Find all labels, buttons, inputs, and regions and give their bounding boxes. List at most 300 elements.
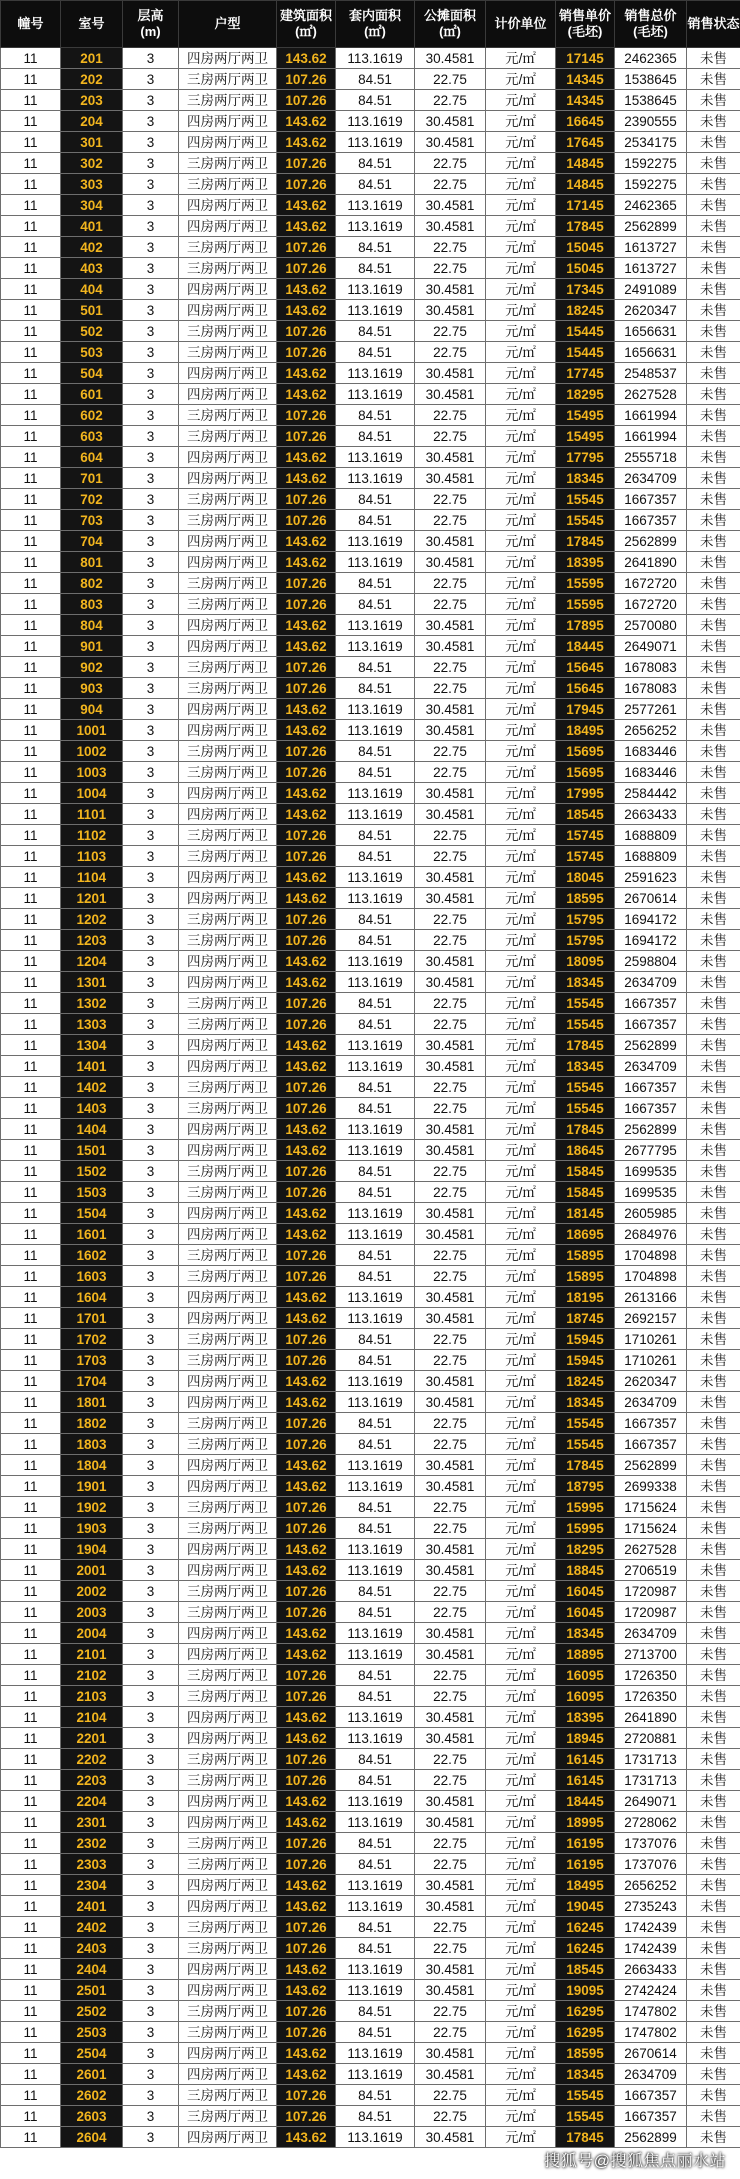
cell-total-price: 2555718 xyxy=(615,447,687,468)
cell-gross-area: 143.62 xyxy=(277,1308,336,1329)
cell-layout: 四房两厅两卫 xyxy=(179,867,277,888)
cell-floor-height: 3 xyxy=(123,2001,179,2022)
cell-room-no: 804 xyxy=(61,615,123,636)
cell-floor-height: 3 xyxy=(123,909,179,930)
cell-price-unit: 元/㎡ xyxy=(486,2085,556,2106)
cell-price-unit: 元/㎡ xyxy=(486,804,556,825)
cell-room-no: 1602 xyxy=(61,1245,123,1266)
cell-unit-price: 18495 xyxy=(556,720,615,741)
header-building-no: 幢号 xyxy=(1,1,61,48)
cell-total-price: 1726350 xyxy=(615,1665,687,1686)
cell-shared-area: 22.75 xyxy=(415,657,486,678)
table-row xyxy=(1,636,740,657)
table-row xyxy=(1,1329,740,1350)
table-row xyxy=(1,216,740,237)
cell-inner-area: 84.51 xyxy=(336,489,415,510)
cell-total-price: 1667357 xyxy=(615,1434,687,1455)
cell-sale-status: 未售 xyxy=(687,678,740,699)
table-row xyxy=(1,384,740,405)
cell-room-no: 801 xyxy=(61,552,123,573)
cell-price-unit: 元/㎡ xyxy=(486,657,556,678)
cell-total-price: 1694172 xyxy=(615,930,687,951)
cell-unit-price: 18045 xyxy=(556,867,615,888)
cell-layout: 三房两厅两卫 xyxy=(179,1581,277,1602)
cell-room-no: 1204 xyxy=(61,951,123,972)
table-row xyxy=(1,1119,740,1140)
cell-total-price: 1672720 xyxy=(615,594,687,615)
cell-sale-status: 未售 xyxy=(687,615,740,636)
cell-sale-status: 未售 xyxy=(687,1560,740,1581)
table-row xyxy=(1,2127,740,2148)
cell-layout: 四房两厅两卫 xyxy=(179,1035,277,1056)
cell-room-no: 404 xyxy=(61,279,123,300)
cell-room-no: 303 xyxy=(61,174,123,195)
cell-inner-area: 113.1619 xyxy=(336,111,415,132)
cell-inner-area: 84.51 xyxy=(336,1098,415,1119)
cell-unit-price: 15845 xyxy=(556,1182,615,1203)
cell-layout: 三房两厅两卫 xyxy=(179,2085,277,2106)
cell-price-unit: 元/㎡ xyxy=(486,405,556,426)
table-row xyxy=(1,1140,740,1161)
cell-shared-area: 22.75 xyxy=(415,1749,486,1770)
cell-layout: 四房两厅两卫 xyxy=(179,1392,277,1413)
cell-floor-height: 3 xyxy=(123,1854,179,1875)
cell-layout: 四房两厅两卫 xyxy=(179,384,277,405)
cell-floor-height: 3 xyxy=(123,1581,179,1602)
cell-layout: 四房两厅两卫 xyxy=(179,1707,277,1728)
cell-total-price: 2728062 xyxy=(615,1812,687,1833)
cell-sale-status: 未售 xyxy=(687,447,740,468)
header-inner-area: 套内面积 (㎡) xyxy=(336,1,415,48)
cell-floor-height: 3 xyxy=(123,2022,179,2043)
cell-sale-status: 未售 xyxy=(687,1350,740,1371)
cell-layout: 三房两厅两卫 xyxy=(179,1077,277,1098)
cell-sale-status: 未售 xyxy=(687,1917,740,1938)
table-row xyxy=(1,699,740,720)
cell-floor-height: 3 xyxy=(123,1098,179,1119)
table-row xyxy=(1,405,740,426)
cell-layout: 四房两厅两卫 xyxy=(179,216,277,237)
cell-floor-height: 3 xyxy=(123,720,179,741)
cell-layout: 四房两厅两卫 xyxy=(179,1623,277,1644)
cell-shared-area: 22.75 xyxy=(415,594,486,615)
cell-price-unit: 元/㎡ xyxy=(486,1896,556,1917)
cell-floor-height: 3 xyxy=(123,426,179,447)
cell-sale-status: 未售 xyxy=(687,153,740,174)
cell-building-no: 11 xyxy=(1,1686,61,1707)
cell-shared-area: 22.75 xyxy=(415,69,486,90)
cell-price-unit: 元/㎡ xyxy=(486,1413,556,1434)
cell-gross-area: 107.26 xyxy=(277,405,336,426)
cell-price-unit: 元/㎡ xyxy=(486,1623,556,1644)
cell-unit-price: 15445 xyxy=(556,321,615,342)
cell-gross-area: 107.26 xyxy=(277,2085,336,2106)
cell-total-price: 2641890 xyxy=(615,1707,687,1728)
cell-gross-area: 107.26 xyxy=(277,1581,336,1602)
cell-sale-status: 未售 xyxy=(687,699,740,720)
table-row xyxy=(1,741,740,762)
cell-inner-area: 113.1619 xyxy=(336,1476,415,1497)
cell-total-price: 2706519 xyxy=(615,1560,687,1581)
cell-building-no: 11 xyxy=(1,1728,61,1749)
cell-shared-area: 30.4581 xyxy=(415,1644,486,1665)
table-row xyxy=(1,1959,740,1980)
cell-inner-area: 84.51 xyxy=(336,69,415,90)
cell-total-price: 1656631 xyxy=(615,342,687,363)
cell-room-no: 1103 xyxy=(61,846,123,867)
cell-unit-price: 18545 xyxy=(556,804,615,825)
cell-gross-area: 143.62 xyxy=(277,1056,336,1077)
cell-floor-height: 3 xyxy=(123,1224,179,1245)
cell-sale-status: 未售 xyxy=(687,1959,740,1980)
cell-gross-area: 107.26 xyxy=(277,846,336,867)
cell-floor-height: 3 xyxy=(123,447,179,468)
cell-price-unit: 元/㎡ xyxy=(486,1077,556,1098)
cell-price-unit: 元/㎡ xyxy=(486,951,556,972)
cell-sale-status: 未售 xyxy=(687,2022,740,2043)
cell-floor-height: 3 xyxy=(123,1371,179,1392)
cell-gross-area: 143.62 xyxy=(277,2043,336,2064)
cell-total-price: 2462365 xyxy=(615,195,687,216)
cell-gross-area: 107.26 xyxy=(277,1518,336,1539)
cell-layout: 三房两厅两卫 xyxy=(179,69,277,90)
table-row xyxy=(1,1749,740,1770)
cell-floor-height: 3 xyxy=(123,1182,179,1203)
cell-price-unit: 元/㎡ xyxy=(486,783,556,804)
cell-inner-area: 113.1619 xyxy=(336,1539,415,1560)
table-row xyxy=(1,552,740,573)
cell-price-unit: 元/㎡ xyxy=(486,699,556,720)
cell-building-no: 11 xyxy=(1,552,61,573)
cell-unit-price: 17145 xyxy=(556,48,615,69)
cell-room-no: 1503 xyxy=(61,1182,123,1203)
cell-building-no: 11 xyxy=(1,573,61,594)
cell-total-price: 1661994 xyxy=(615,426,687,447)
cell-room-no: 2601 xyxy=(61,2064,123,2085)
cell-inner-area: 84.51 xyxy=(336,1161,415,1182)
table-row xyxy=(1,1623,740,1644)
cell-gross-area: 107.26 xyxy=(277,510,336,531)
cell-floor-height: 3 xyxy=(123,804,179,825)
cell-total-price: 2562899 xyxy=(615,1455,687,1476)
cell-floor-height: 3 xyxy=(123,321,179,342)
cell-floor-height: 3 xyxy=(123,132,179,153)
table-row xyxy=(1,468,740,489)
cell-shared-area: 22.75 xyxy=(415,1161,486,1182)
cell-price-unit: 元/㎡ xyxy=(486,2043,556,2064)
cell-building-no: 11 xyxy=(1,1098,61,1119)
cell-floor-height: 3 xyxy=(123,531,179,552)
cell-room-no: 2104 xyxy=(61,1707,123,1728)
cell-unit-price: 19045 xyxy=(556,1896,615,1917)
cell-sale-status: 未售 xyxy=(687,1770,740,1791)
cell-floor-height: 3 xyxy=(123,783,179,804)
cell-price-unit: 元/㎡ xyxy=(486,1686,556,1707)
cell-price-unit: 元/㎡ xyxy=(486,447,556,468)
cell-building-no: 11 xyxy=(1,90,61,111)
cell-gross-area: 143.62 xyxy=(277,1644,336,1665)
cell-inner-area: 113.1619 xyxy=(336,363,415,384)
cell-gross-area: 143.62 xyxy=(277,1959,336,1980)
cell-sale-status: 未售 xyxy=(687,1980,740,2001)
cell-gross-area: 143.62 xyxy=(277,783,336,804)
cell-inner-area: 84.51 xyxy=(336,1077,415,1098)
cell-sale-status: 未售 xyxy=(687,2127,740,2148)
cell-unit-price: 15995 xyxy=(556,1518,615,1539)
cell-price-unit: 元/㎡ xyxy=(486,2001,556,2022)
cell-gross-area: 107.26 xyxy=(277,1602,336,1623)
cell-room-no: 504 xyxy=(61,363,123,384)
cell-sale-status: 未售 xyxy=(687,867,740,888)
cell-shared-area: 30.4581 xyxy=(415,1728,486,1749)
cell-sale-status: 未售 xyxy=(687,1833,740,1854)
cell-layout: 四房两厅两卫 xyxy=(179,1560,277,1581)
cell-total-price: 1726350 xyxy=(615,1686,687,1707)
cell-price-unit: 元/㎡ xyxy=(486,1350,556,1371)
cell-building-no: 11 xyxy=(1,1791,61,1812)
cell-price-unit: 元/㎡ xyxy=(486,1245,556,1266)
cell-unit-price: 15545 xyxy=(556,1434,615,1455)
cell-gross-area: 107.26 xyxy=(277,993,336,1014)
cell-building-no: 11 xyxy=(1,363,61,384)
cell-unit-price: 14345 xyxy=(556,90,615,111)
cell-floor-height: 3 xyxy=(123,867,179,888)
cell-layout: 四房两厅两卫 xyxy=(179,300,277,321)
cell-price-unit: 元/㎡ xyxy=(486,615,556,636)
cell-gross-area: 107.26 xyxy=(277,657,336,678)
table-row xyxy=(1,867,740,888)
table-row xyxy=(1,1875,740,1896)
cell-price-unit: 元/㎡ xyxy=(486,1539,556,1560)
cell-total-price: 1672720 xyxy=(615,573,687,594)
cell-shared-area: 30.4581 xyxy=(415,1875,486,1896)
cell-floor-height: 3 xyxy=(123,2064,179,2085)
cell-inner-area: 84.51 xyxy=(336,153,415,174)
cell-sale-status: 未售 xyxy=(687,300,740,321)
cell-layout: 三房两厅两卫 xyxy=(179,1098,277,1119)
cell-floor-height: 3 xyxy=(123,846,179,867)
cell-building-no: 11 xyxy=(1,468,61,489)
cell-room-no: 901 xyxy=(61,636,123,657)
cell-shared-area: 22.75 xyxy=(415,1350,486,1371)
cell-inner-area: 113.1619 xyxy=(336,1707,415,1728)
cell-sale-status: 未售 xyxy=(687,1203,740,1224)
table-row xyxy=(1,909,740,930)
cell-shared-area: 22.75 xyxy=(415,1245,486,1266)
table-row xyxy=(1,1014,740,1035)
cell-room-no: 1404 xyxy=(61,1119,123,1140)
cell-layout: 三房两厅两卫 xyxy=(179,510,277,531)
cell-price-unit: 元/㎡ xyxy=(486,1980,556,2001)
cell-layout: 三房两厅两卫 xyxy=(179,741,277,762)
cell-building-no: 11 xyxy=(1,1308,61,1329)
cell-unit-price: 16095 xyxy=(556,1665,615,1686)
table-row xyxy=(1,489,740,510)
cell-shared-area: 22.75 xyxy=(415,405,486,426)
cell-unit-price: 17845 xyxy=(556,1455,615,1476)
cell-floor-height: 3 xyxy=(123,1938,179,1959)
table-row xyxy=(1,321,740,342)
cell-gross-area: 107.26 xyxy=(277,426,336,447)
cell-total-price: 1667357 xyxy=(615,993,687,1014)
cell-total-price: 2620347 xyxy=(615,300,687,321)
cell-inner-area: 113.1619 xyxy=(336,1875,415,1896)
cell-sale-status: 未售 xyxy=(687,594,740,615)
cell-total-price: 2562899 xyxy=(615,1119,687,1140)
cell-building-no: 11 xyxy=(1,132,61,153)
cell-gross-area: 107.26 xyxy=(277,258,336,279)
cell-building-no: 11 xyxy=(1,405,61,426)
cell-total-price: 2663433 xyxy=(615,1959,687,1980)
cell-inner-area: 113.1619 xyxy=(336,1308,415,1329)
cell-building-no: 11 xyxy=(1,426,61,447)
cell-unit-price: 18395 xyxy=(556,552,615,573)
cell-shared-area: 22.75 xyxy=(415,1602,486,1623)
cell-sale-status: 未售 xyxy=(687,258,740,279)
cell-gross-area: 107.26 xyxy=(277,1917,336,1938)
cell-shared-area: 22.75 xyxy=(415,2001,486,2022)
cell-sale-status: 未售 xyxy=(687,762,740,783)
cell-shared-area: 30.4581 xyxy=(415,1455,486,1476)
cell-shared-area: 30.4581 xyxy=(415,195,486,216)
cell-total-price: 1592275 xyxy=(615,153,687,174)
cell-building-no: 11 xyxy=(1,783,61,804)
cell-floor-height: 3 xyxy=(123,1749,179,1770)
table-row xyxy=(1,1917,740,1938)
cell-layout: 四房两厅两卫 xyxy=(179,1140,277,1161)
cell-shared-area: 22.75 xyxy=(415,1686,486,1707)
cell-layout: 四房两厅两卫 xyxy=(179,195,277,216)
cell-price-unit: 元/㎡ xyxy=(486,2127,556,2148)
cell-price-unit: 元/㎡ xyxy=(486,1098,556,1119)
cell-layout: 三房两厅两卫 xyxy=(179,237,277,258)
cell-floor-height: 3 xyxy=(123,489,179,510)
cell-shared-area: 22.75 xyxy=(415,1014,486,1035)
cell-floor-height: 3 xyxy=(123,1518,179,1539)
cell-total-price: 1731713 xyxy=(615,1749,687,1770)
cell-unit-price: 14845 xyxy=(556,153,615,174)
table-row xyxy=(1,1035,740,1056)
cell-layout: 四房两厅两卫 xyxy=(179,1056,277,1077)
cell-inner-area: 113.1619 xyxy=(336,216,415,237)
cell-layout: 三房两厅两卫 xyxy=(179,90,277,111)
cell-room-no: 1704 xyxy=(61,1371,123,1392)
cell-inner-area: 84.51 xyxy=(336,594,415,615)
cell-shared-area: 22.75 xyxy=(415,258,486,279)
cell-total-price: 1667357 xyxy=(615,1098,687,1119)
cell-shared-area: 30.4581 xyxy=(415,867,486,888)
cell-price-unit: 元/㎡ xyxy=(486,1182,556,1203)
cell-shared-area: 22.75 xyxy=(415,1077,486,1098)
cell-layout: 三房两厅两卫 xyxy=(179,1917,277,1938)
cell-room-no: 402 xyxy=(61,237,123,258)
cell-total-price: 2656252 xyxy=(615,1875,687,1896)
cell-total-price: 1667357 xyxy=(615,1014,687,1035)
cell-layout: 三房两厅两卫 xyxy=(179,174,277,195)
cell-inner-area: 113.1619 xyxy=(336,867,415,888)
cell-shared-area: 30.4581 xyxy=(415,1539,486,1560)
cell-inner-area: 84.51 xyxy=(336,1245,415,1266)
cell-room-no: 1901 xyxy=(61,1476,123,1497)
cell-gross-area: 143.62 xyxy=(277,1623,336,1644)
cell-total-price: 2677795 xyxy=(615,1140,687,1161)
cell-price-unit: 元/㎡ xyxy=(486,300,556,321)
cell-unit-price: 18745 xyxy=(556,1308,615,1329)
cell-gross-area: 143.62 xyxy=(277,699,336,720)
cell-room-no: 2202 xyxy=(61,1749,123,1770)
cell-floor-height: 3 xyxy=(123,825,179,846)
cell-unit-price: 18995 xyxy=(556,1812,615,1833)
cell-building-no: 11 xyxy=(1,279,61,300)
cell-layout: 四房两厅两卫 xyxy=(179,1308,277,1329)
cell-sale-status: 未售 xyxy=(687,1035,740,1056)
cell-floor-height: 3 xyxy=(123,1728,179,1749)
table-row xyxy=(1,846,740,867)
cell-gross-area: 107.26 xyxy=(277,1329,336,1350)
table-row xyxy=(1,2085,740,2106)
cell-unit-price: 15045 xyxy=(556,237,615,258)
cell-price-unit: 元/㎡ xyxy=(486,468,556,489)
cell-total-price: 1613727 xyxy=(615,237,687,258)
cell-sale-status: 未售 xyxy=(687,237,740,258)
cell-layout: 三房两厅两卫 xyxy=(179,1266,277,1287)
cell-shared-area: 30.4581 xyxy=(415,1224,486,1245)
cell-gross-area: 143.62 xyxy=(277,279,336,300)
cell-unit-price: 15445 xyxy=(556,342,615,363)
cell-room-no: 1502 xyxy=(61,1161,123,1182)
cell-price-unit: 元/㎡ xyxy=(486,1665,556,1686)
cell-floor-height: 3 xyxy=(123,111,179,132)
cell-layout: 三房两厅两卫 xyxy=(179,1182,277,1203)
cell-building-no: 11 xyxy=(1,2043,61,2064)
cell-gross-area: 107.26 xyxy=(277,342,336,363)
header-floor-height: 层高 (m) xyxy=(123,1,179,48)
cell-room-no: 2603 xyxy=(61,2106,123,2127)
cell-sale-status: 未售 xyxy=(687,1308,740,1329)
cell-total-price: 1737076 xyxy=(615,1833,687,1854)
cell-price-unit: 元/㎡ xyxy=(486,1917,556,1938)
cell-price-unit: 元/㎡ xyxy=(486,279,556,300)
table-row xyxy=(1,930,740,951)
cell-shared-area: 22.75 xyxy=(415,1098,486,1119)
cell-unit-price: 15845 xyxy=(556,1161,615,1182)
cell-shared-area: 22.75 xyxy=(415,1854,486,1875)
cell-building-no: 11 xyxy=(1,1182,61,1203)
cell-price-unit: 元/㎡ xyxy=(486,1308,556,1329)
table-row xyxy=(1,1518,740,1539)
cell-inner-area: 84.51 xyxy=(336,1497,415,1518)
cell-unit-price: 15945 xyxy=(556,1329,615,1350)
cell-gross-area: 143.62 xyxy=(277,1896,336,1917)
cell-sale-status: 未售 xyxy=(687,993,740,1014)
cell-gross-area: 107.26 xyxy=(277,1182,336,1203)
cell-inner-area: 113.1619 xyxy=(336,468,415,489)
cell-building-no: 11 xyxy=(1,1959,61,1980)
cell-floor-height: 3 xyxy=(123,1266,179,1287)
cell-gross-area: 107.26 xyxy=(277,1749,336,1770)
cell-sale-status: 未售 xyxy=(687,1539,740,1560)
cell-total-price: 1742439 xyxy=(615,1938,687,1959)
cell-floor-height: 3 xyxy=(123,1959,179,1980)
cell-floor-height: 3 xyxy=(123,1119,179,1140)
cell-building-no: 11 xyxy=(1,1980,61,2001)
cell-sale-status: 未售 xyxy=(687,1476,740,1497)
cell-gross-area: 107.26 xyxy=(277,489,336,510)
cell-price-unit: 元/㎡ xyxy=(486,1812,556,1833)
cell-price-unit: 元/㎡ xyxy=(486,909,556,930)
cell-total-price: 1538645 xyxy=(615,69,687,90)
table-row xyxy=(1,1392,740,1413)
